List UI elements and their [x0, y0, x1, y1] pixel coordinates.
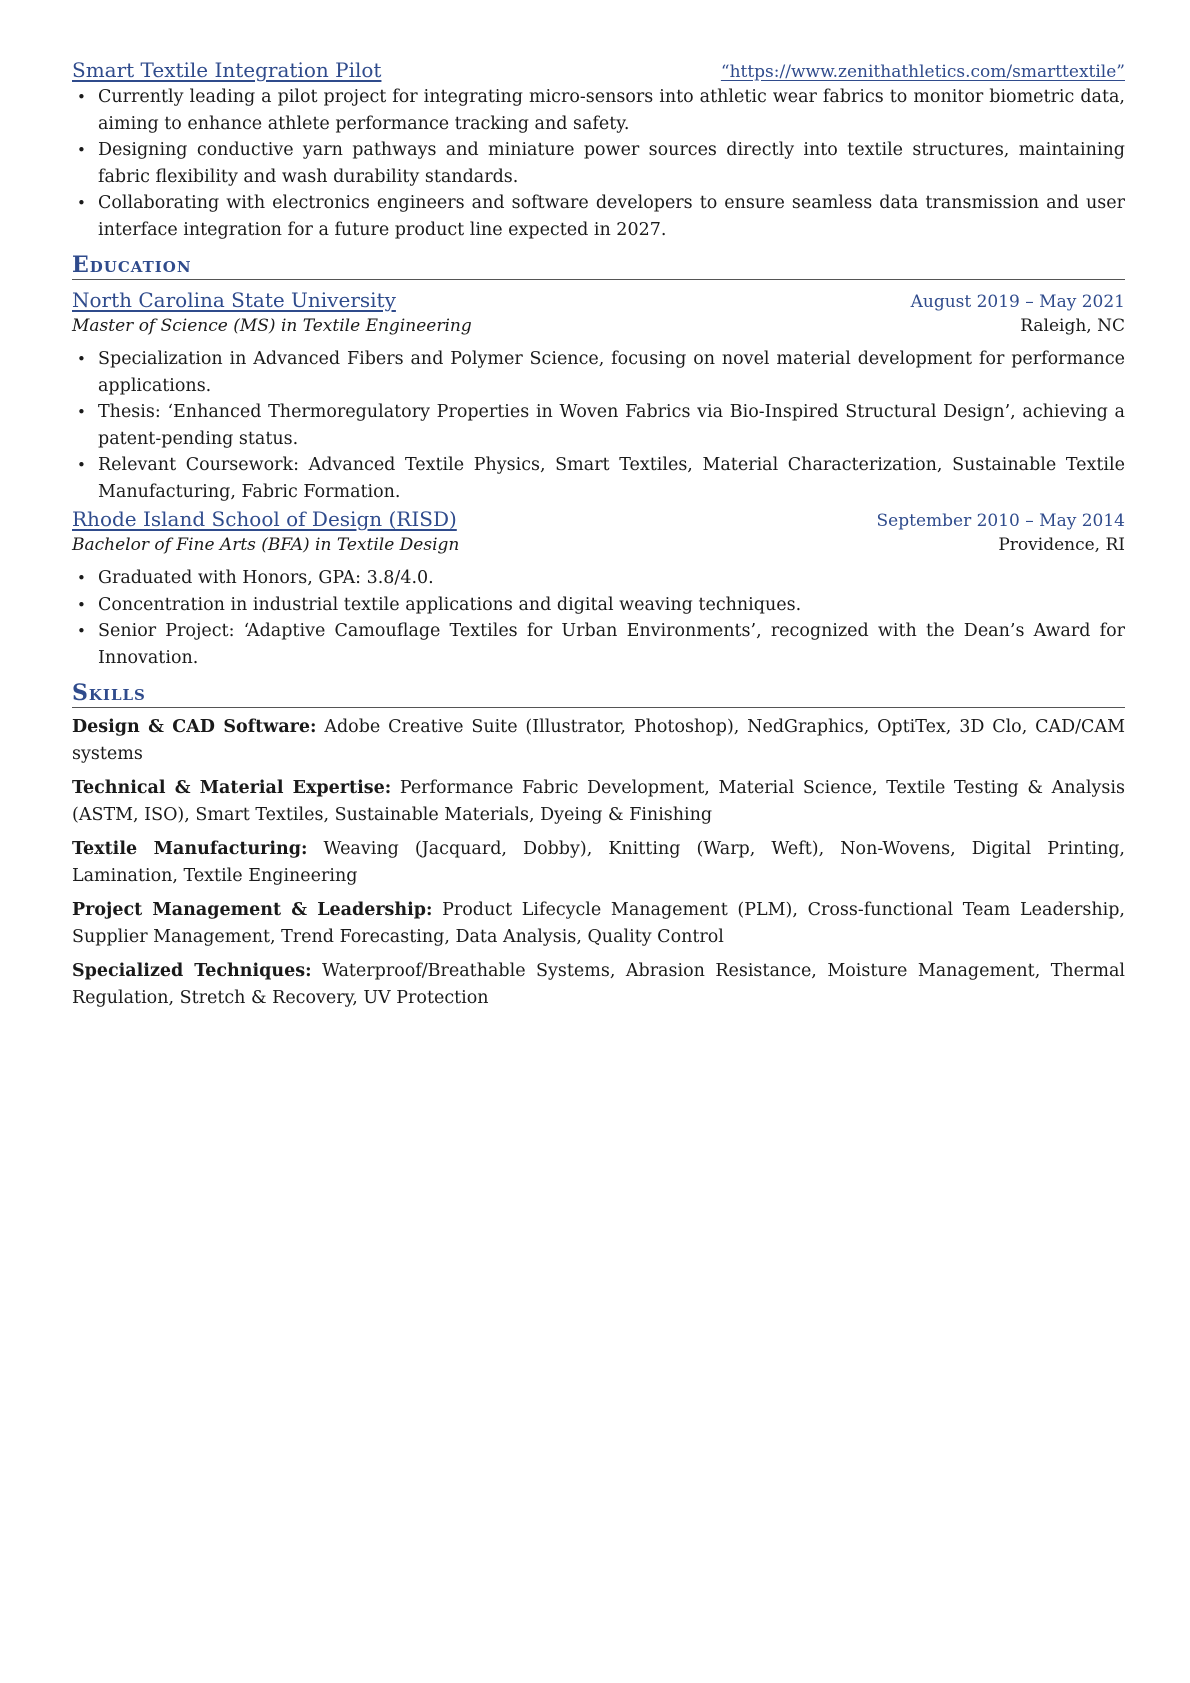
school-entry — [72, 288, 1125, 505]
skill-text: Product Lifecycle Management (PLM), Cross-functional Team Leadership, Supplier Management, Trend Forecasting, Data Analysis, Quality Control — [72, 900, 1125, 947]
skill-row — [72, 775, 1125, 828]
school-bullets — [72, 565, 1125, 671]
skill-label: Design & CAD Software: — [72, 717, 317, 737]
project-bullets — [72, 84, 1125, 243]
school-dates: August 2019 – May 2021 — [910, 292, 1125, 312]
degree-title: Bachelor of Fine Arts (BFA) in Textile Design — [72, 535, 460, 555]
skill-row — [72, 958, 1125, 1011]
list-item: • Collaborating with electronics engineers and software developers to ensure seamless data transmission and user interface integration for a future product line expected in 2027. — [72, 190, 1125, 243]
list-item: • Thesis: ‘Enhanced Thermoregulatory Properties in Woven Fabrics via Bio-Inspired Structural Design’, achieving a patent-pending status. — [72, 399, 1125, 452]
skill-label: Technical & Material Expertise: — [72, 778, 392, 798]
list-item: • Graduated with Honors, GPA: 3.8/4.0. — [72, 565, 1125, 592]
skill-label: Textile Manufacturing: — [72, 839, 308, 859]
skill-label: Project Management & Leadership: — [72, 900, 433, 920]
skill-text: Performance Fabric Development, Material Science, Textile Testing & Analysis (ASTM, ISO), Smart Textiles, Sustainable Materials, Dyeing & Finishing — [72, 778, 1125, 825]
skill-text: Waterproof/Breathable Systems, Abrasion Resistance, Moisture Management, Thermal Regulation, Stretch & Recovery, UV Protection — [72, 961, 1125, 1008]
school-entry — [72, 507, 1125, 671]
skills-list — [72, 714, 1125, 1011]
skill-row — [72, 897, 1125, 950]
school-name-link[interactable]: North Carolina State University — [72, 288, 396, 312]
school-bullets — [72, 346, 1125, 505]
skill-label: Specialized Techniques: — [72, 961, 312, 981]
list-item: • Concentration in industrial textile applications and digital weaving techniques. — [72, 592, 1125, 619]
resume-page — [72, 58, 1125, 1011]
list-item: • Senior Project: ‘Adaptive Camouflage Textiles for Urban Environments’, recognized with the Dean’s Award for Innovation. — [72, 618, 1125, 671]
list-item: • Specialization in Advanced Fibers and Polymer Science, focusing on novel material development for performance applications. — [72, 346, 1125, 399]
list-item: • Designing conductive yarn pathways and miniature power sources directly into textile structures, maintaining fabric flexibility and wash durability standards. — [72, 137, 1125, 190]
project-header — [72, 58, 1125, 82]
school-dates: September 2010 – May 2014 — [876, 511, 1125, 531]
project-url-link[interactable]: “https://www.zenithathletics.com/smarttextile” — [720, 62, 1125, 82]
skills-heading: Skills — [72, 680, 1125, 708]
school-name-link[interactable]: Rhode Island School of Design (RISD) — [72, 507, 457, 531]
skill-text: Adobe Creative Suite (Illustrator, Photoshop), NedGraphics, OptiTex, 3D Clo, CAD/CAM systems — [72, 717, 1126, 764]
list-item: • Currently leading a pilot project for integrating micro-sensors into athletic wear fabrics to monitor biometric data, aiming to enhance athlete performance tracking and safety. — [72, 84, 1125, 137]
school-location: Providence, RI — [998, 535, 1125, 555]
education-heading: Education — [72, 252, 1125, 280]
skill-row — [72, 836, 1125, 889]
degree-title: Master of Science (MS) in Textile Engineering — [72, 316, 472, 336]
skill-text: Weaving (Jacquard, Dobby), Knitting (Warp, Weft), Non-Wovens, Digital Printing, Lamination, Textile Engineering — [72, 839, 1125, 886]
list-item: • Relevant Coursework: Advanced Textile Physics, Smart Textiles, Material Characterization, Sustainable Textile Manufacturing, Fabric Formation. — [72, 452, 1125, 505]
school-location: Raleigh, NC — [1020, 316, 1125, 336]
skill-row — [72, 714, 1125, 767]
project-title-link[interactable]: Smart Textile Integration Pilot — [72, 58, 382, 82]
